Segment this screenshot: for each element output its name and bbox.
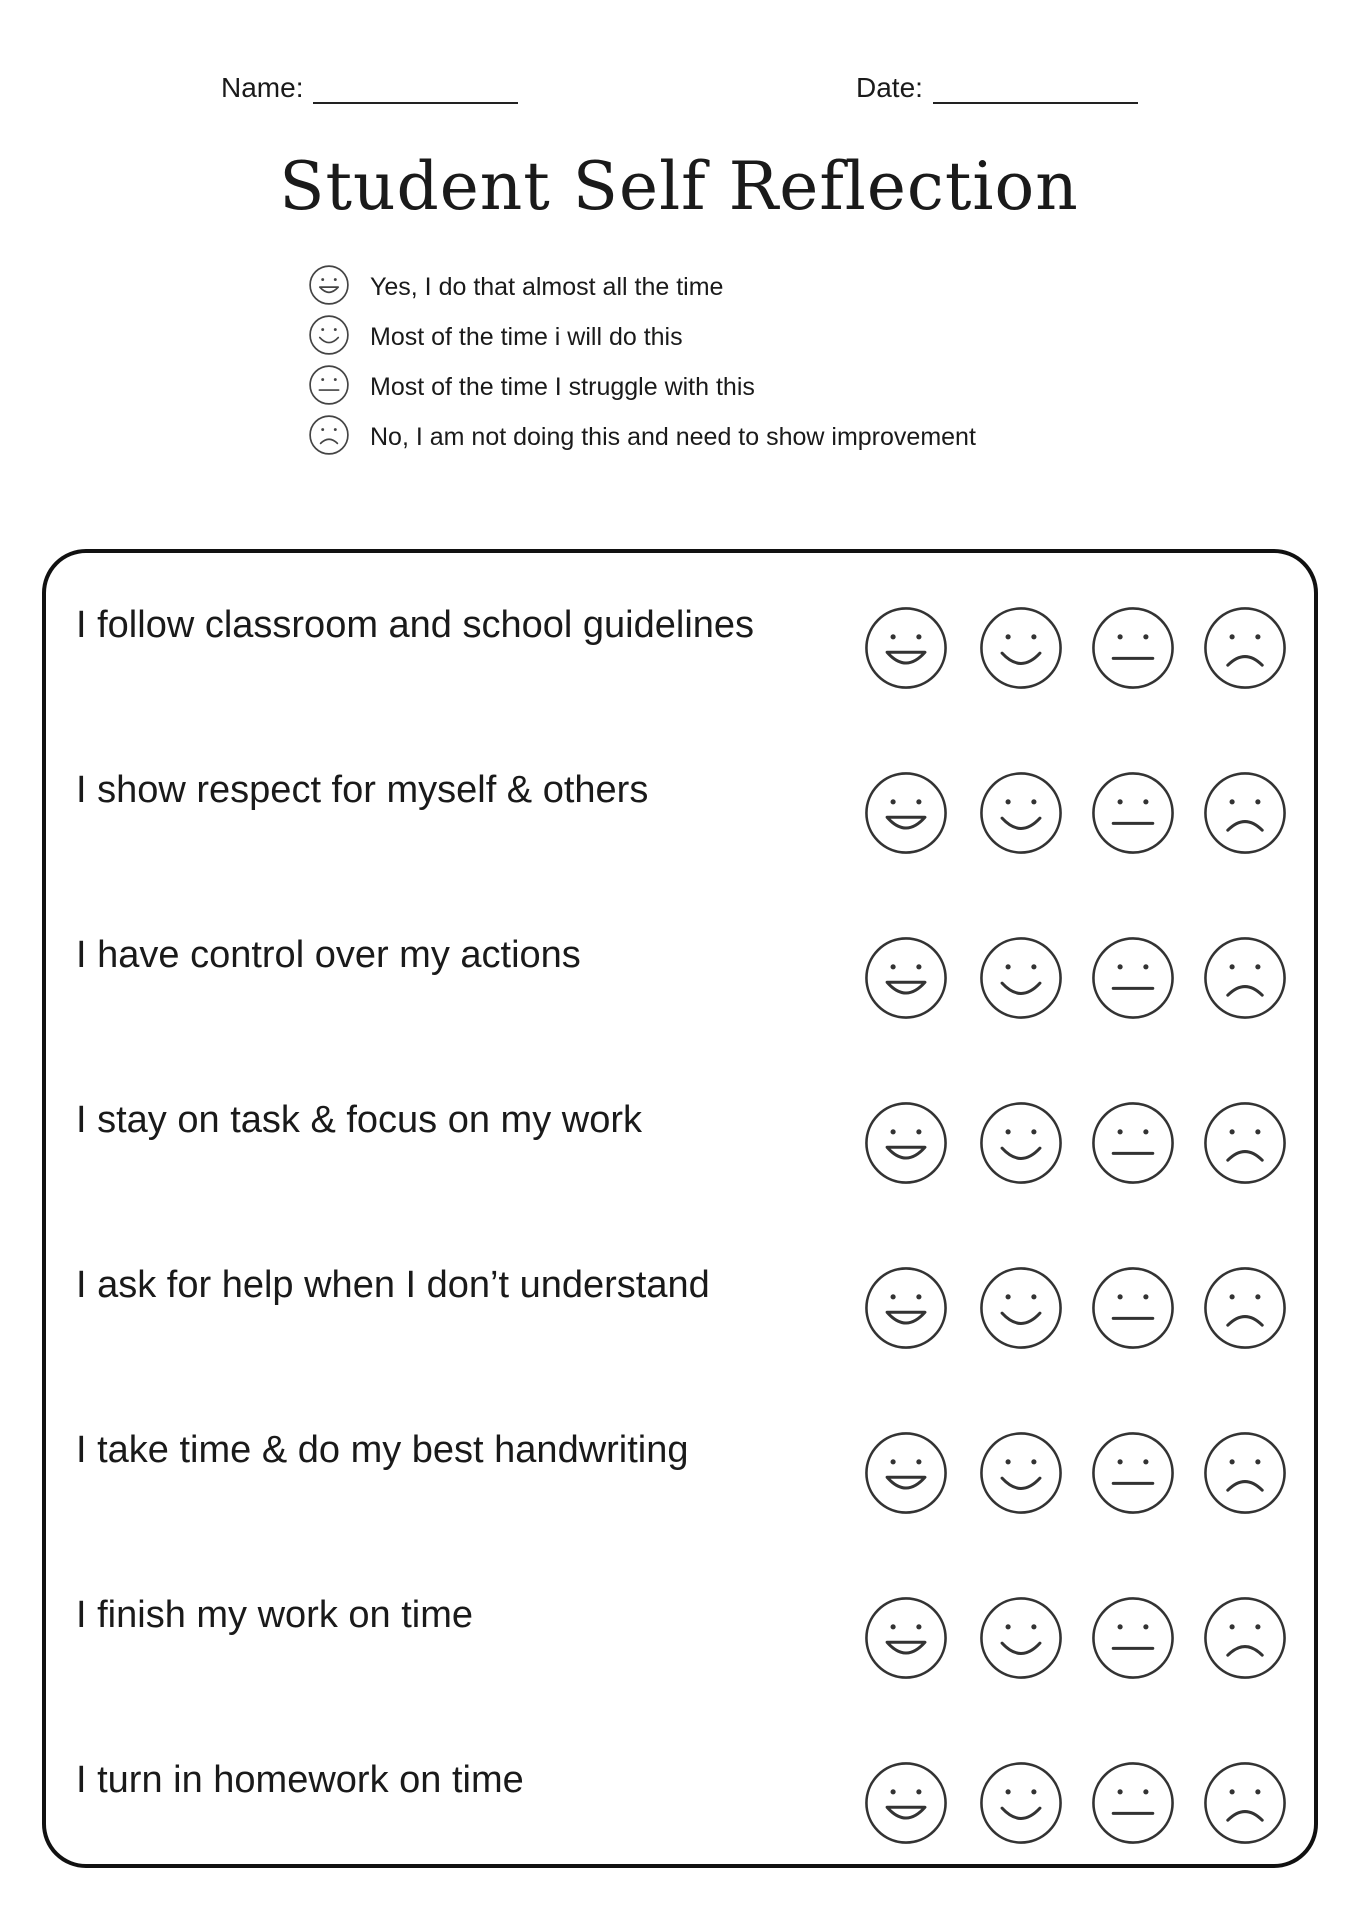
reflection-row — [76, 1400, 1316, 1565]
big-smile-face-icon[interactable] — [863, 1430, 949, 1516]
smile-face-icon[interactable] — [978, 605, 1064, 691]
name-blank-line[interactable] — [313, 72, 518, 104]
neutral-face-icon[interactable] — [1090, 1430, 1176, 1516]
rating-faces — [863, 1265, 1295, 1355]
sad-face-icon[interactable] — [1202, 1595, 1288, 1681]
reflection-row — [76, 1235, 1316, 1400]
reflection-statement: I stay on task & focus on my work — [76, 1098, 642, 1141]
sad-face-icon[interactable] — [1202, 1760, 1288, 1846]
neutral-face-icon[interactable] — [1090, 605, 1176, 691]
reflection-row — [76, 905, 1316, 1070]
reflection-statement: I follow classroom and school guidelines — [76, 603, 755, 646]
rating-faces — [863, 605, 1295, 695]
reflection-row — [76, 740, 1316, 905]
smile-face-icon[interactable] — [978, 1430, 1064, 1516]
big-smile-face-icon[interactable] — [863, 605, 949, 691]
legend-text: Most of the time i will do this — [370, 322, 683, 351]
rating-faces — [863, 770, 1295, 860]
reflection-row — [76, 575, 1316, 740]
smile-face-icon[interactable] — [978, 935, 1064, 1021]
big-smile-face-icon[interactable] — [863, 770, 949, 856]
reflection-statement: I show respect for myself & others — [76, 768, 649, 811]
rating-faces — [863, 1595, 1295, 1685]
rating-faces — [863, 935, 1295, 1025]
neutral-face-icon[interactable] — [1090, 1760, 1176, 1846]
date-label: Date: — [856, 72, 923, 103]
smile-face-icon[interactable] — [978, 1265, 1064, 1351]
reflection-statement: I ask for help when I don’t understand — [76, 1263, 710, 1306]
rating-legend — [308, 262, 976, 462]
sad-face-icon[interactable] — [1202, 935, 1288, 1021]
legend-item — [308, 262, 976, 312]
neutral-face-icon[interactable] — [1090, 1265, 1176, 1351]
legend-item — [308, 312, 976, 362]
big-smile-face-icon[interactable] — [863, 935, 949, 1021]
big-smile-face-icon[interactable] — [863, 1760, 949, 1846]
sad-face-icon[interactable] — [1202, 770, 1288, 856]
legend-item — [308, 412, 976, 462]
smile-face-icon — [308, 314, 350, 360]
reflection-statement: I turn in homework on time — [76, 1758, 524, 1801]
date-blank-line[interactable] — [933, 72, 1138, 104]
big-smile-face-icon[interactable] — [863, 1100, 949, 1186]
sad-face-icon[interactable] — [1202, 605, 1288, 691]
rating-faces — [863, 1760, 1295, 1850]
sad-face-icon — [308, 414, 350, 460]
smile-face-icon[interactable] — [978, 1760, 1064, 1846]
reflection-statement: I finish my work on time — [76, 1593, 473, 1636]
reflection-row — [76, 1730, 1316, 1895]
rating-faces — [863, 1100, 1295, 1190]
neutral-face-icon[interactable] — [1090, 1100, 1176, 1186]
smile-face-icon[interactable] — [978, 1100, 1064, 1186]
name-label: Name: — [221, 72, 304, 103]
smile-face-icon[interactable] — [978, 1595, 1064, 1681]
sad-face-icon[interactable] — [1202, 1100, 1288, 1186]
reflection-statement: I have control over my actions — [76, 933, 581, 976]
smile-face-icon[interactable] — [978, 770, 1064, 856]
legend-text: Yes, I do that almost all the time — [370, 272, 724, 301]
legend-item — [308, 362, 976, 412]
big-smile-face-icon[interactable] — [863, 1595, 949, 1681]
legend-text: No, I am not doing this and need to show improvement — [370, 422, 976, 451]
page-title: Student Self Reflection — [279, 148, 1079, 225]
neutral-face-icon — [308, 364, 350, 410]
neutral-face-icon[interactable] — [1090, 1595, 1176, 1681]
reflection-statement: I take time & do my best handwriting — [76, 1428, 689, 1471]
sad-face-icon[interactable] — [1202, 1265, 1288, 1351]
big-smile-face-icon — [308, 264, 350, 310]
reflection-row — [76, 1070, 1316, 1235]
date-field[interactable] — [856, 72, 1138, 104]
big-smile-face-icon[interactable] — [863, 1265, 949, 1351]
neutral-face-icon[interactable] — [1090, 770, 1176, 856]
name-field[interactable] — [221, 72, 518, 104]
reflection-row — [76, 1565, 1316, 1730]
neutral-face-icon[interactable] — [1090, 935, 1176, 1021]
sad-face-icon[interactable] — [1202, 1430, 1288, 1516]
legend-text: Most of the time I struggle with this — [370, 372, 755, 401]
rating-faces — [863, 1430, 1295, 1520]
reflection-card — [42, 549, 1318, 1868]
